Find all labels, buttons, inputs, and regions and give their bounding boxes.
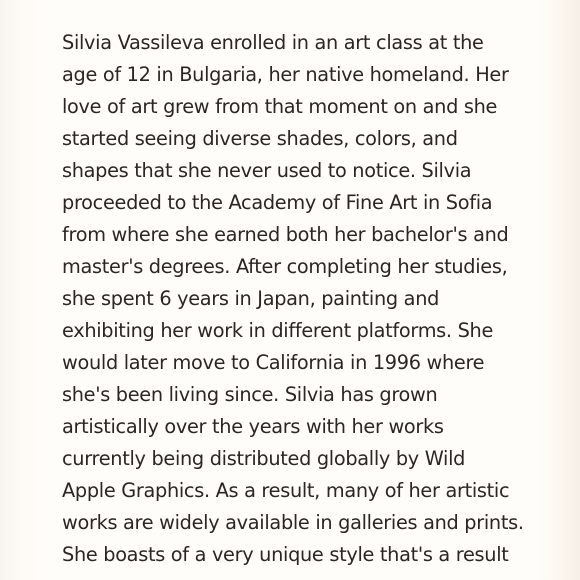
bio-line: love of art grew from that moment on and she bbox=[62, 95, 498, 118]
bio-line: master's degrees. After completing her studies, bbox=[62, 255, 508, 278]
bio-line: exhibiting her work in different platforms. She bbox=[62, 319, 494, 342]
bio-line: Silvia Vassileva enrolled in an art class at the bbox=[62, 31, 484, 54]
bio-line: shapes that she never used to notice. Silvia bbox=[62, 159, 472, 182]
bio-line: proceeded to the Academy of Fine Art in Sofia bbox=[62, 191, 493, 214]
bio-line: artistically over the years with her works bbox=[62, 415, 444, 438]
artist-biography bbox=[62, 27, 562, 571]
bio-line: She boasts of a very unique style that's a result bbox=[62, 543, 509, 566]
bio-line: she's been living since. Silvia has grown bbox=[62, 383, 438, 406]
bio-line: works are widely available in galleries and prints. bbox=[62, 511, 524, 534]
bio-line: from where she earned both her bachelor's and bbox=[62, 223, 509, 246]
bio-line: would later move to California in 1996 where bbox=[62, 351, 485, 374]
bio-line: she spent 6 years in Japan, painting and bbox=[62, 287, 440, 310]
bio-line: currently being distributed globally by Wild bbox=[62, 447, 466, 470]
bio-line: Apple Graphics. As a result, many of her artistic bbox=[62, 479, 510, 502]
bio-line: started seeing diverse shades, colors, and bbox=[62, 127, 458, 150]
bio-line: age of 12 in Bulgaria, her native homeland. Her bbox=[62, 63, 509, 86]
